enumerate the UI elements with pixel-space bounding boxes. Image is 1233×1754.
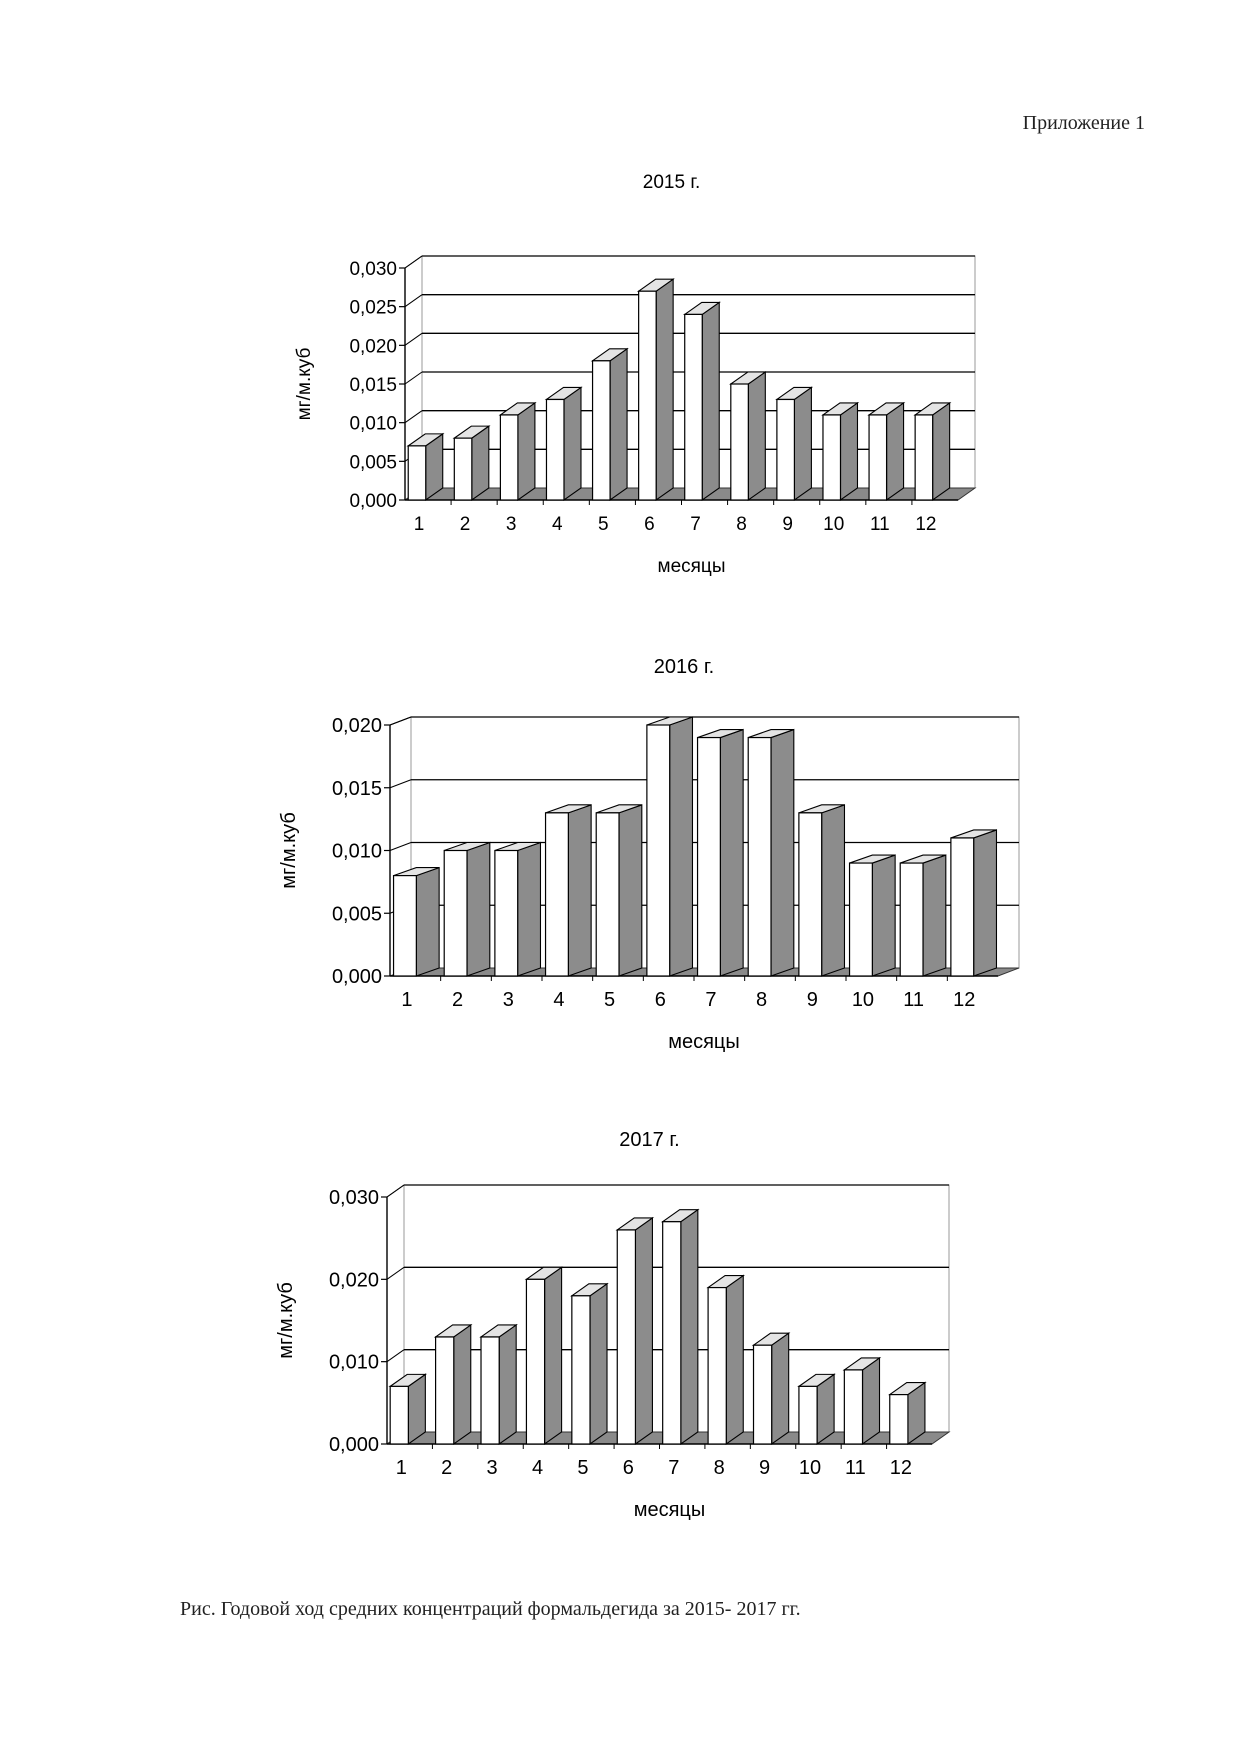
- bar: [639, 279, 674, 500]
- bar-front: [647, 725, 670, 976]
- y-axis-label: мг/м.куб: [294, 347, 315, 421]
- appendix-label: Приложение 1: [1022, 112, 1145, 134]
- x-tick-label: 12: [915, 514, 937, 535]
- bar-side: [619, 805, 642, 976]
- bar-side: [933, 403, 950, 500]
- bar-front: [748, 738, 771, 976]
- x-tick-label: 9: [806, 989, 818, 1011]
- bar-front: [799, 1386, 817, 1444]
- bar: [436, 1325, 471, 1444]
- bar-side: [681, 1210, 698, 1444]
- bar-front: [799, 813, 822, 976]
- bar: [731, 372, 766, 500]
- gridline-side: [390, 780, 411, 788]
- bar: [777, 387, 812, 500]
- y-axis-label: мг/м.куб: [275, 1282, 297, 1359]
- bar-front: [444, 851, 467, 977]
- bar-side: [568, 805, 591, 976]
- x-tick-label: 3: [502, 989, 514, 1011]
- y-tick-label: 0,025: [349, 297, 397, 319]
- bar: [685, 302, 720, 500]
- bar-side: [499, 1325, 516, 1444]
- bar: [900, 855, 946, 976]
- y-tick-label: 0,010: [331, 840, 382, 863]
- bar-front: [685, 314, 703, 500]
- gridline-side: [405, 333, 422, 345]
- bar: [823, 403, 858, 500]
- x-tick-label: 11: [845, 1457, 866, 1479]
- bar-side: [771, 730, 794, 976]
- y-tick-label: 0,005: [331, 903, 382, 926]
- gridline-side: [387, 1350, 404, 1362]
- bar-front: [823, 415, 841, 500]
- bar-front: [596, 813, 619, 976]
- bar-side: [635, 1218, 652, 1444]
- bar: [850, 855, 896, 976]
- bar: [526, 1267, 561, 1444]
- x-tick-label: 7: [668, 1457, 680, 1479]
- y-axis-top: [405, 256, 422, 268]
- bar: [546, 805, 592, 976]
- x-axis-label: месяцы: [633, 1499, 706, 1521]
- bar-side: [454, 1325, 471, 1444]
- x-tick-label: 1: [401, 989, 413, 1011]
- y-tick-label: 0,000: [349, 491, 397, 512]
- bar-front: [526, 1279, 544, 1444]
- y-tick-label: 0,010: [349, 413, 397, 435]
- bar-side: [656, 279, 673, 500]
- x-tick-label: 1: [413, 514, 425, 535]
- x-tick-label: 12: [889, 1457, 912, 1479]
- bar-side: [720, 730, 743, 976]
- x-tick-label: 9: [782, 514, 793, 535]
- x-tick-label: 9: [759, 1457, 771, 1479]
- y-tick-label: 0,020: [328, 1269, 379, 1292]
- bar: [754, 1333, 789, 1444]
- bar-front: [731, 384, 749, 500]
- bar-side: [518, 403, 535, 500]
- bar-front: [708, 1288, 726, 1444]
- y-tick-label: 0,015: [349, 375, 397, 396]
- x-tick-label: 6: [622, 1457, 634, 1479]
- bar-side: [872, 855, 895, 976]
- bar: [408, 434, 443, 500]
- bar-side: [518, 843, 541, 977]
- y-tick-label: 0,030: [349, 259, 397, 280]
- chart-title: 2017 г.: [619, 1129, 680, 1151]
- bar-side: [545, 1267, 562, 1444]
- x-tick-label: 8: [736, 514, 747, 535]
- bar: [394, 868, 440, 976]
- y-tick-label: 0,020: [331, 715, 382, 737]
- bar-front: [639, 291, 657, 500]
- bar-front: [408, 446, 426, 500]
- chart-title: 2015 г.: [642, 172, 701, 193]
- bar: [617, 1218, 652, 1444]
- chart-2016-svg: [0, 635, 1233, 1075]
- bar: [390, 1374, 425, 1444]
- bar-front: [572, 1296, 590, 1444]
- y-tick-label: 0,000: [328, 1434, 379, 1456]
- bar: [454, 426, 489, 500]
- bar-front: [869, 415, 887, 500]
- bar-front: [850, 863, 873, 976]
- gridline-side: [405, 372, 422, 384]
- bar-side: [472, 426, 489, 500]
- bar-front: [844, 1370, 862, 1444]
- bar-front: [394, 876, 417, 976]
- bar-front: [481, 1337, 499, 1444]
- y-axis-top: [390, 717, 411, 725]
- y-axis-top: [387, 1185, 404, 1197]
- gridline-side: [387, 1267, 404, 1279]
- bar: [748, 730, 794, 976]
- gridline-side: [390, 843, 411, 851]
- bar-front: [390, 1386, 408, 1444]
- bar-front: [777, 399, 795, 500]
- x-tick-label: 6: [654, 989, 666, 1011]
- bar: [951, 830, 997, 976]
- bar-front: [951, 838, 974, 976]
- bar-side: [702, 302, 719, 500]
- x-tick-label: 10: [798, 1457, 822, 1479]
- bar: [799, 805, 845, 976]
- bar-front: [546, 813, 569, 976]
- bar: [663, 1210, 698, 1444]
- bar: [915, 403, 950, 500]
- bar-side: [610, 349, 627, 500]
- x-tick-label: 8: [756, 989, 768, 1011]
- bar-side: [840, 403, 857, 500]
- bar-side: [726, 1276, 743, 1444]
- bar-side: [564, 387, 581, 500]
- x-tick-label: 3: [505, 514, 517, 535]
- chart-title: 2016 г.: [653, 656, 715, 678]
- chart-2016: [0, 635, 1233, 1075]
- bar: [799, 1374, 834, 1444]
- bar: [890, 1383, 925, 1444]
- bar: [495, 843, 541, 977]
- bar: [698, 730, 744, 976]
- x-tick-label: 6: [644, 514, 655, 535]
- bar: [572, 1284, 607, 1444]
- figure-caption: Рис. Годовой ход средних концентраций формальдегида за 2015- 2017 гг.: [180, 1598, 801, 1620]
- chart-2015-svg: [0, 150, 1233, 600]
- bar: [481, 1325, 516, 1444]
- x-tick-label: 4: [551, 514, 563, 535]
- x-tick-label: 4: [553, 989, 565, 1011]
- x-axis-label: месяцы: [657, 556, 726, 577]
- bar-side: [974, 830, 997, 976]
- bar-front: [454, 438, 472, 500]
- bar-front: [593, 361, 611, 500]
- x-tick-label: 8: [713, 1457, 725, 1479]
- bar: [647, 717, 693, 976]
- bar-front: [663, 1222, 681, 1444]
- bar-front: [617, 1230, 635, 1444]
- bar-front: [546, 399, 564, 500]
- chart-2015: [0, 150, 1233, 600]
- bar-front: [495, 851, 518, 977]
- bar-side: [670, 717, 693, 976]
- bar: [869, 403, 904, 500]
- bar-front: [915, 415, 933, 500]
- bar-front: [500, 415, 518, 500]
- gridline-side: [405, 295, 422, 307]
- bar-front: [900, 863, 923, 976]
- bar-front: [436, 1337, 454, 1444]
- x-tick-label: 3: [486, 1457, 498, 1479]
- bar-side: [923, 855, 946, 976]
- y-tick-label: 0,010: [328, 1351, 379, 1374]
- x-tick-label: 2: [459, 514, 471, 535]
- bar-side: [822, 805, 845, 976]
- x-tick-label: 12: [953, 989, 976, 1011]
- y-tick-label: 0,015: [331, 777, 382, 800]
- x-tick-label: 11: [903, 989, 924, 1011]
- y-tick-label: 0,030: [328, 1187, 379, 1209]
- x-tick-label: 7: [690, 514, 701, 535]
- bar: [708, 1276, 743, 1444]
- y-axis-label: мг/м.куб: [278, 812, 300, 889]
- bar: [593, 349, 628, 500]
- bar-side: [772, 1333, 789, 1444]
- bar-side: [590, 1284, 607, 1444]
- y-tick-label: 0,005: [349, 452, 397, 474]
- bar-side: [863, 1358, 880, 1444]
- x-tick-label: 10: [851, 989, 875, 1011]
- x-tick-label: 5: [577, 1457, 589, 1479]
- x-tick-label: 5: [598, 514, 609, 535]
- chart-2017-svg: [0, 1108, 1233, 1548]
- bar-side: [794, 387, 811, 500]
- x-tick-label: 4: [531, 1457, 544, 1479]
- bar-side: [416, 868, 439, 976]
- chart-2017: [0, 1108, 1233, 1548]
- bar-side: [887, 403, 904, 500]
- bar-side: [467, 843, 490, 977]
- y-tick-label: 0,020: [349, 336, 397, 358]
- bar-front: [698, 738, 721, 976]
- gridline-side: [405, 411, 422, 423]
- bar: [500, 403, 535, 500]
- x-tick-label: 10: [823, 514, 845, 535]
- x-tick-label: 11: [869, 514, 890, 535]
- x-tick-label: 2: [441, 1457, 453, 1479]
- bar-side: [748, 372, 765, 500]
- bar: [844, 1358, 879, 1444]
- y-tick-label: 0,000: [331, 966, 382, 988]
- x-tick-label: 7: [705, 989, 717, 1011]
- bar: [596, 805, 642, 976]
- bar: [546, 387, 581, 500]
- bar-front: [754, 1345, 772, 1444]
- x-tick-label: 2: [452, 989, 464, 1011]
- bar: [444, 843, 490, 977]
- x-tick-label: 1: [395, 1457, 407, 1479]
- x-tick-label: 5: [604, 989, 616, 1011]
- x-axis-label: месяцы: [668, 1031, 740, 1053]
- bar-front: [890, 1395, 908, 1444]
